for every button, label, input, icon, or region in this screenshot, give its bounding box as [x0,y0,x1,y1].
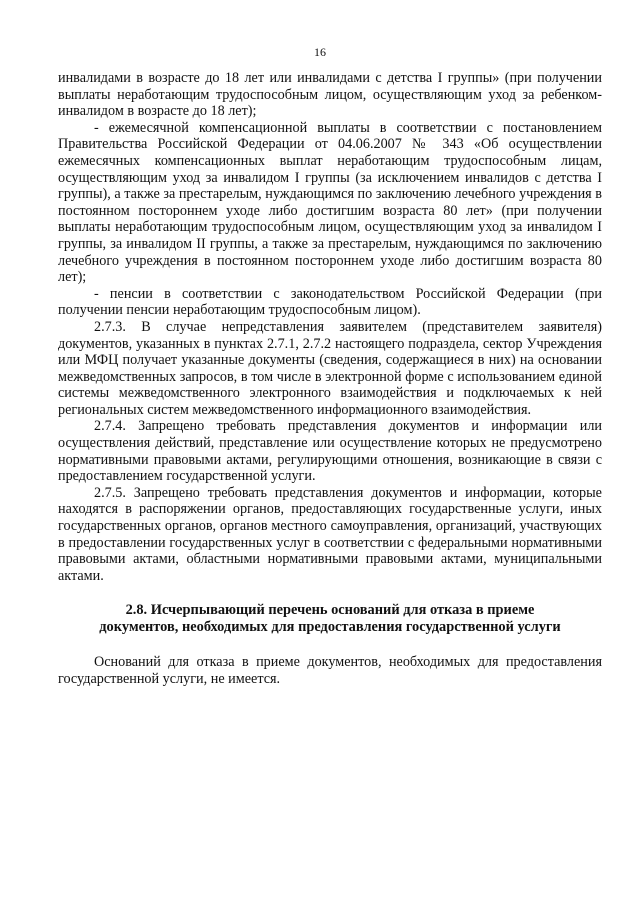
paragraph-2-7-4: 2.7.4. Запрещено требовать представления документов и информации или осуществления действий, представление или осуществление которых не предусмотрено нормативными правовыми актами, регулирующими отношения, возникающие в связи с предоставлением государственной услуги. [58,418,602,485]
paragraph-2-7-5: 2.7.5. Запрещено требовать представления документов и информации, которые находятся в распоряжении органов, предоставляющих государственные услуги, иных государственных органов, органов местного самоуправления, организаций, участвующих в предоставлении государственных услуг в соответствии с федеральными нормативными правовыми актами, областными нормативными правовыми актами, муниципальными актами. [58,484,602,584]
page-number: 16 [314,45,326,59]
paragraph-disability-continuation: инвалидами в возрасте до 18 лет или инвалидами с детства I группы» (при получении выплаты неработающим трудоспособным лицом, осуществляющим уход за ребенком-инвалидом в возрасте до 18 лет); [58,70,602,120]
paragraph-2-7-3: 2.7.3. В случае непредставления заявителем (представителем заявителя) документов, указанных в пунктах 2.7.1, 2.7.2 настоящего подраздела, сектор Учреждения или МФЦ получает указанные документы (сведения, содержащиеся в них) на основании межведомственных запросов, в том числе в электронной форме с использованием единой системы межведомственного электронного взаимодействия и подключаемых к ней региональных систем межведомственного информационного взаимодействия. [58,318,602,418]
paragraph-pension: - пенсии в соответствии с законодательством Российской Федерации (при получении пенсии неработающим трудоспособным лицом). [58,285,602,319]
document-body [58,70,602,688]
section-title-2-8: 2.8. Исчерпывающий перечень оснований для отказа в приеме документов, необходимых для предоставления государственной услуги [99,602,561,636]
section-text-2-8: Оснований для отказа в приеме документов, необходимых для предоставления государственной услуги, не имеется. [58,654,602,687]
paragraph-compensation-payment: - ежемесячной компенсационной выплаты в соответствии с постановлением Правительства Российской Федерации от 04.06.2007 № 343 «Об осуществлении ежемесячных компенсационных выплат неработающим трудоспособным лицам, осуществляющим уход за инвалидом I группы (за исключением инвалидов с детства I группы), а также за престарелым, нуждающимся по заключению лечебного учреждения в постоянном постороннем уходе либо достигшим возраста 80 лет» (при получении выплаты неработающим трудоспособным лицом, осуществляющим уход за инвалидом I группы, за инвалидом II группы, а также за престарелым, нуждающимся по заключению лечебного учреждения в постоянном постороннем уходе либо достигшим возраста 80 лет); [58,119,602,286]
